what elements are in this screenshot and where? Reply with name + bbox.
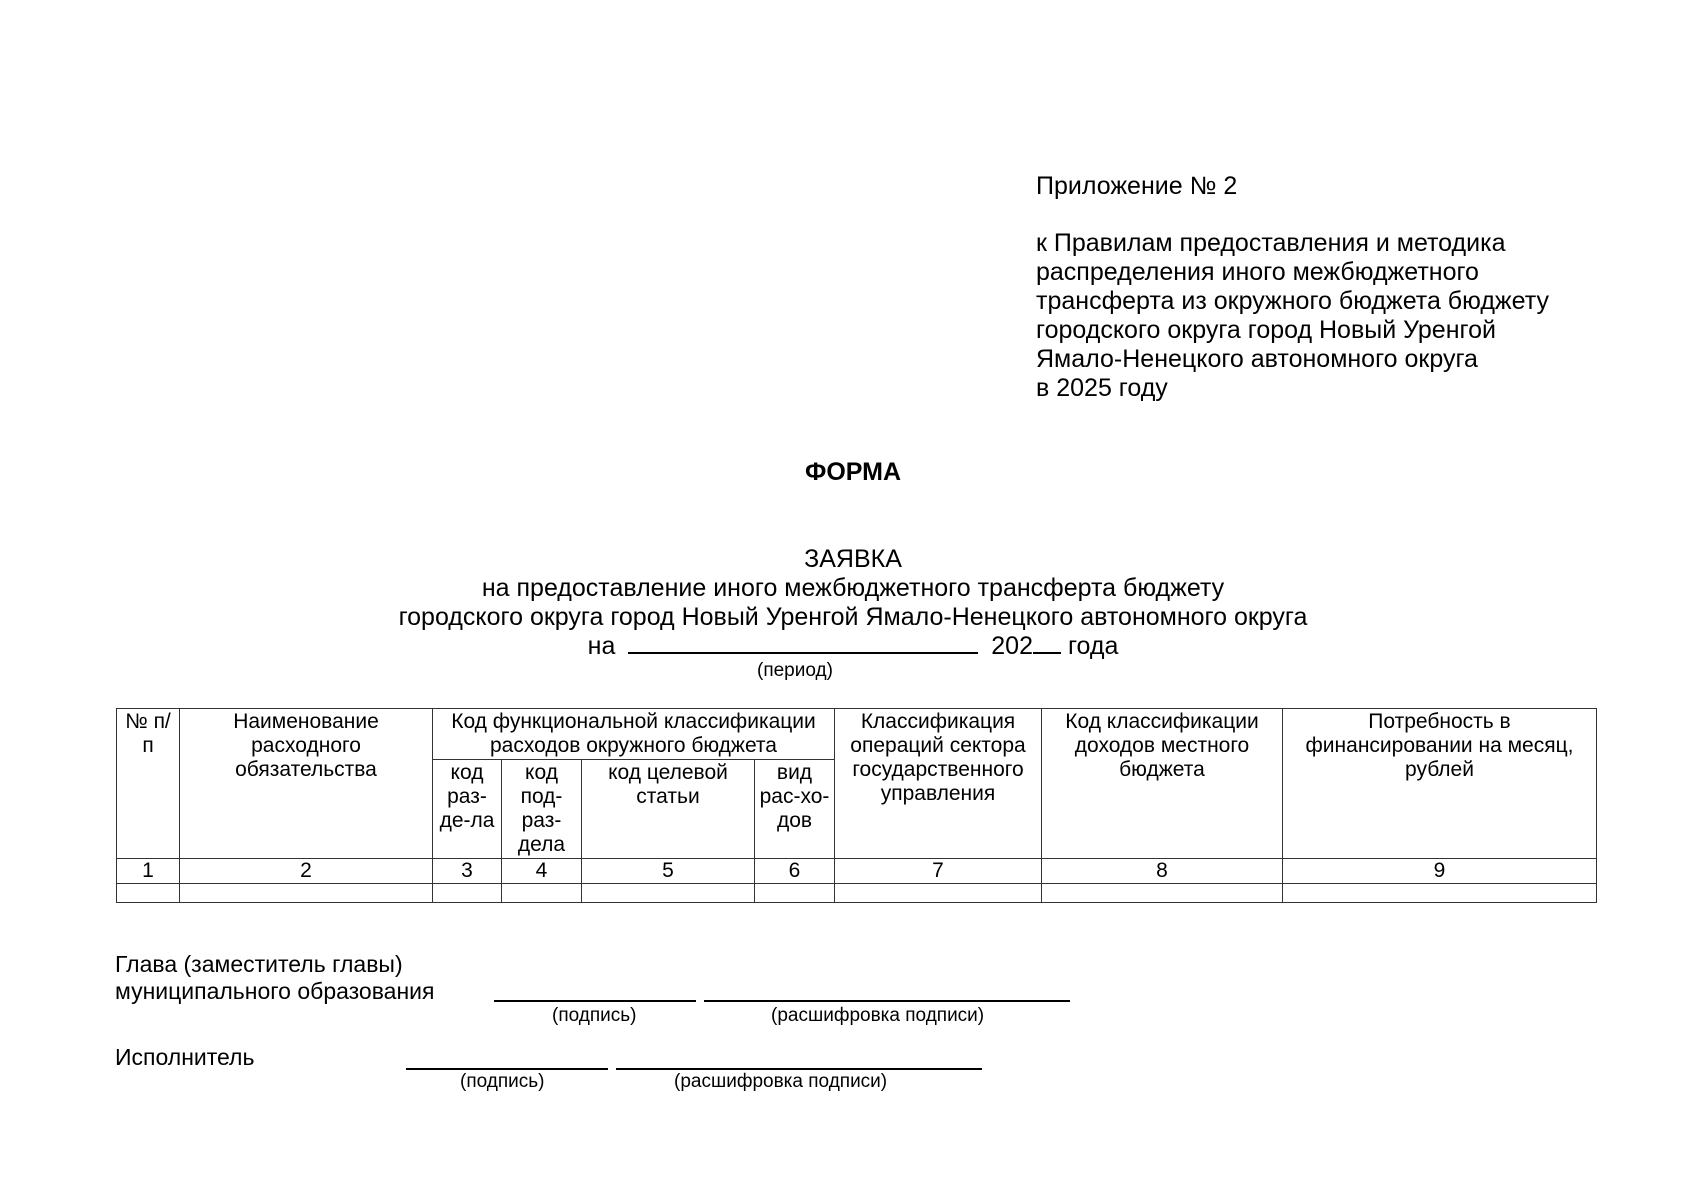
column-number: 5 xyxy=(582,859,755,884)
empty-cell xyxy=(755,884,835,903)
empty-cell xyxy=(1042,884,1283,903)
empty-cell xyxy=(835,884,1042,903)
head-decode-hint: (расшифровка подписи) xyxy=(771,1005,985,1026)
annex-line: к Правилам предоставления и методика xyxy=(1036,229,1506,257)
request-heading xyxy=(0,545,1697,661)
period-hint: (период) xyxy=(757,660,833,681)
period-suffix: года xyxy=(1067,632,1119,660)
head-decode-line xyxy=(704,1000,1070,1002)
header-section: код раз-де-ла xyxy=(433,760,502,859)
header-need: Потребность в финансировании на месяц, рублей xyxy=(1283,709,1597,859)
empty-cell xyxy=(1283,884,1597,903)
empty-table-row xyxy=(117,884,1597,903)
head-signature-line xyxy=(494,1000,696,1002)
year-prefix: 202 xyxy=(991,632,1033,660)
header-subsection: код под-раз-дела xyxy=(502,760,582,859)
column-number: 3 xyxy=(433,859,502,884)
header-expense-type: вид рас-хо-дов xyxy=(755,760,835,859)
header-name: Наименование расходного обязательства xyxy=(180,709,433,859)
form-label: ФОРМА xyxy=(804,458,901,486)
empty-cell xyxy=(117,884,180,903)
annex-line: Ямало-Ненецкого автономного округа xyxy=(1036,345,1478,373)
request-line-1: на предоставление иного межбюджетного трансферта бюджету xyxy=(481,574,1225,602)
request-period-line xyxy=(0,632,1697,661)
column-number: 1 xyxy=(117,859,180,884)
head-signature-hint: (подпись) xyxy=(552,1005,637,1026)
annex-line: распределения иного межбюджетного xyxy=(1036,258,1479,286)
empty-cell xyxy=(180,884,433,903)
header-gov-ops: Классификация операций сектора государственного управления xyxy=(835,709,1042,859)
executor-signature-hint: (подпись) xyxy=(460,1071,545,1092)
head-label-line-1: Глава (заместитель главы) xyxy=(115,951,403,977)
executor-label: Исполнитель xyxy=(115,1044,255,1070)
column-number-row xyxy=(117,859,1597,884)
column-number: 6 xyxy=(755,859,835,884)
header-num: № п/п xyxy=(117,709,180,859)
annex-line: трансферта из окружного бюджета бюджету xyxy=(1036,287,1549,315)
column-number: 4 xyxy=(502,859,582,884)
period-prefix: на xyxy=(587,632,616,660)
header-income-code: Код классификации доходов местного бюджета xyxy=(1042,709,1283,859)
annex-line: городского округа город Новый Уренгой xyxy=(1036,316,1496,344)
year-blank xyxy=(1033,632,1061,654)
period-blank xyxy=(628,632,978,654)
header-func-code: Код функциональной классификации расходов окружного бюджета xyxy=(433,709,835,760)
empty-cell xyxy=(502,884,582,903)
column-number: 7 xyxy=(835,859,1042,884)
executor-signature-line xyxy=(406,1068,608,1070)
head-label xyxy=(115,951,434,1005)
empty-cell xyxy=(433,884,502,903)
header-target: код целевой статьи xyxy=(582,760,755,859)
table-header-row xyxy=(117,709,1597,760)
request-line-2: городского округа город Новый Уренгой Ямало-Ненецкого автономного округа xyxy=(398,603,1308,631)
executor-decode-line xyxy=(616,1068,982,1070)
head-label-line-2: муниципального образования xyxy=(115,978,435,1004)
column-number: 9 xyxy=(1283,859,1597,884)
empty-cell xyxy=(582,884,755,903)
column-number: 2 xyxy=(180,859,433,884)
executor-decode-hint: (расшифровка подписи) xyxy=(674,1071,888,1092)
annex-title: Приложение № 2 xyxy=(1036,172,1238,200)
request-title: ЗАЯВКА xyxy=(804,545,902,573)
annex-line: в 2025 году xyxy=(1036,374,1168,402)
request-table xyxy=(116,708,1597,903)
column-number: 8 xyxy=(1042,859,1283,884)
annex-block xyxy=(1036,172,1549,403)
